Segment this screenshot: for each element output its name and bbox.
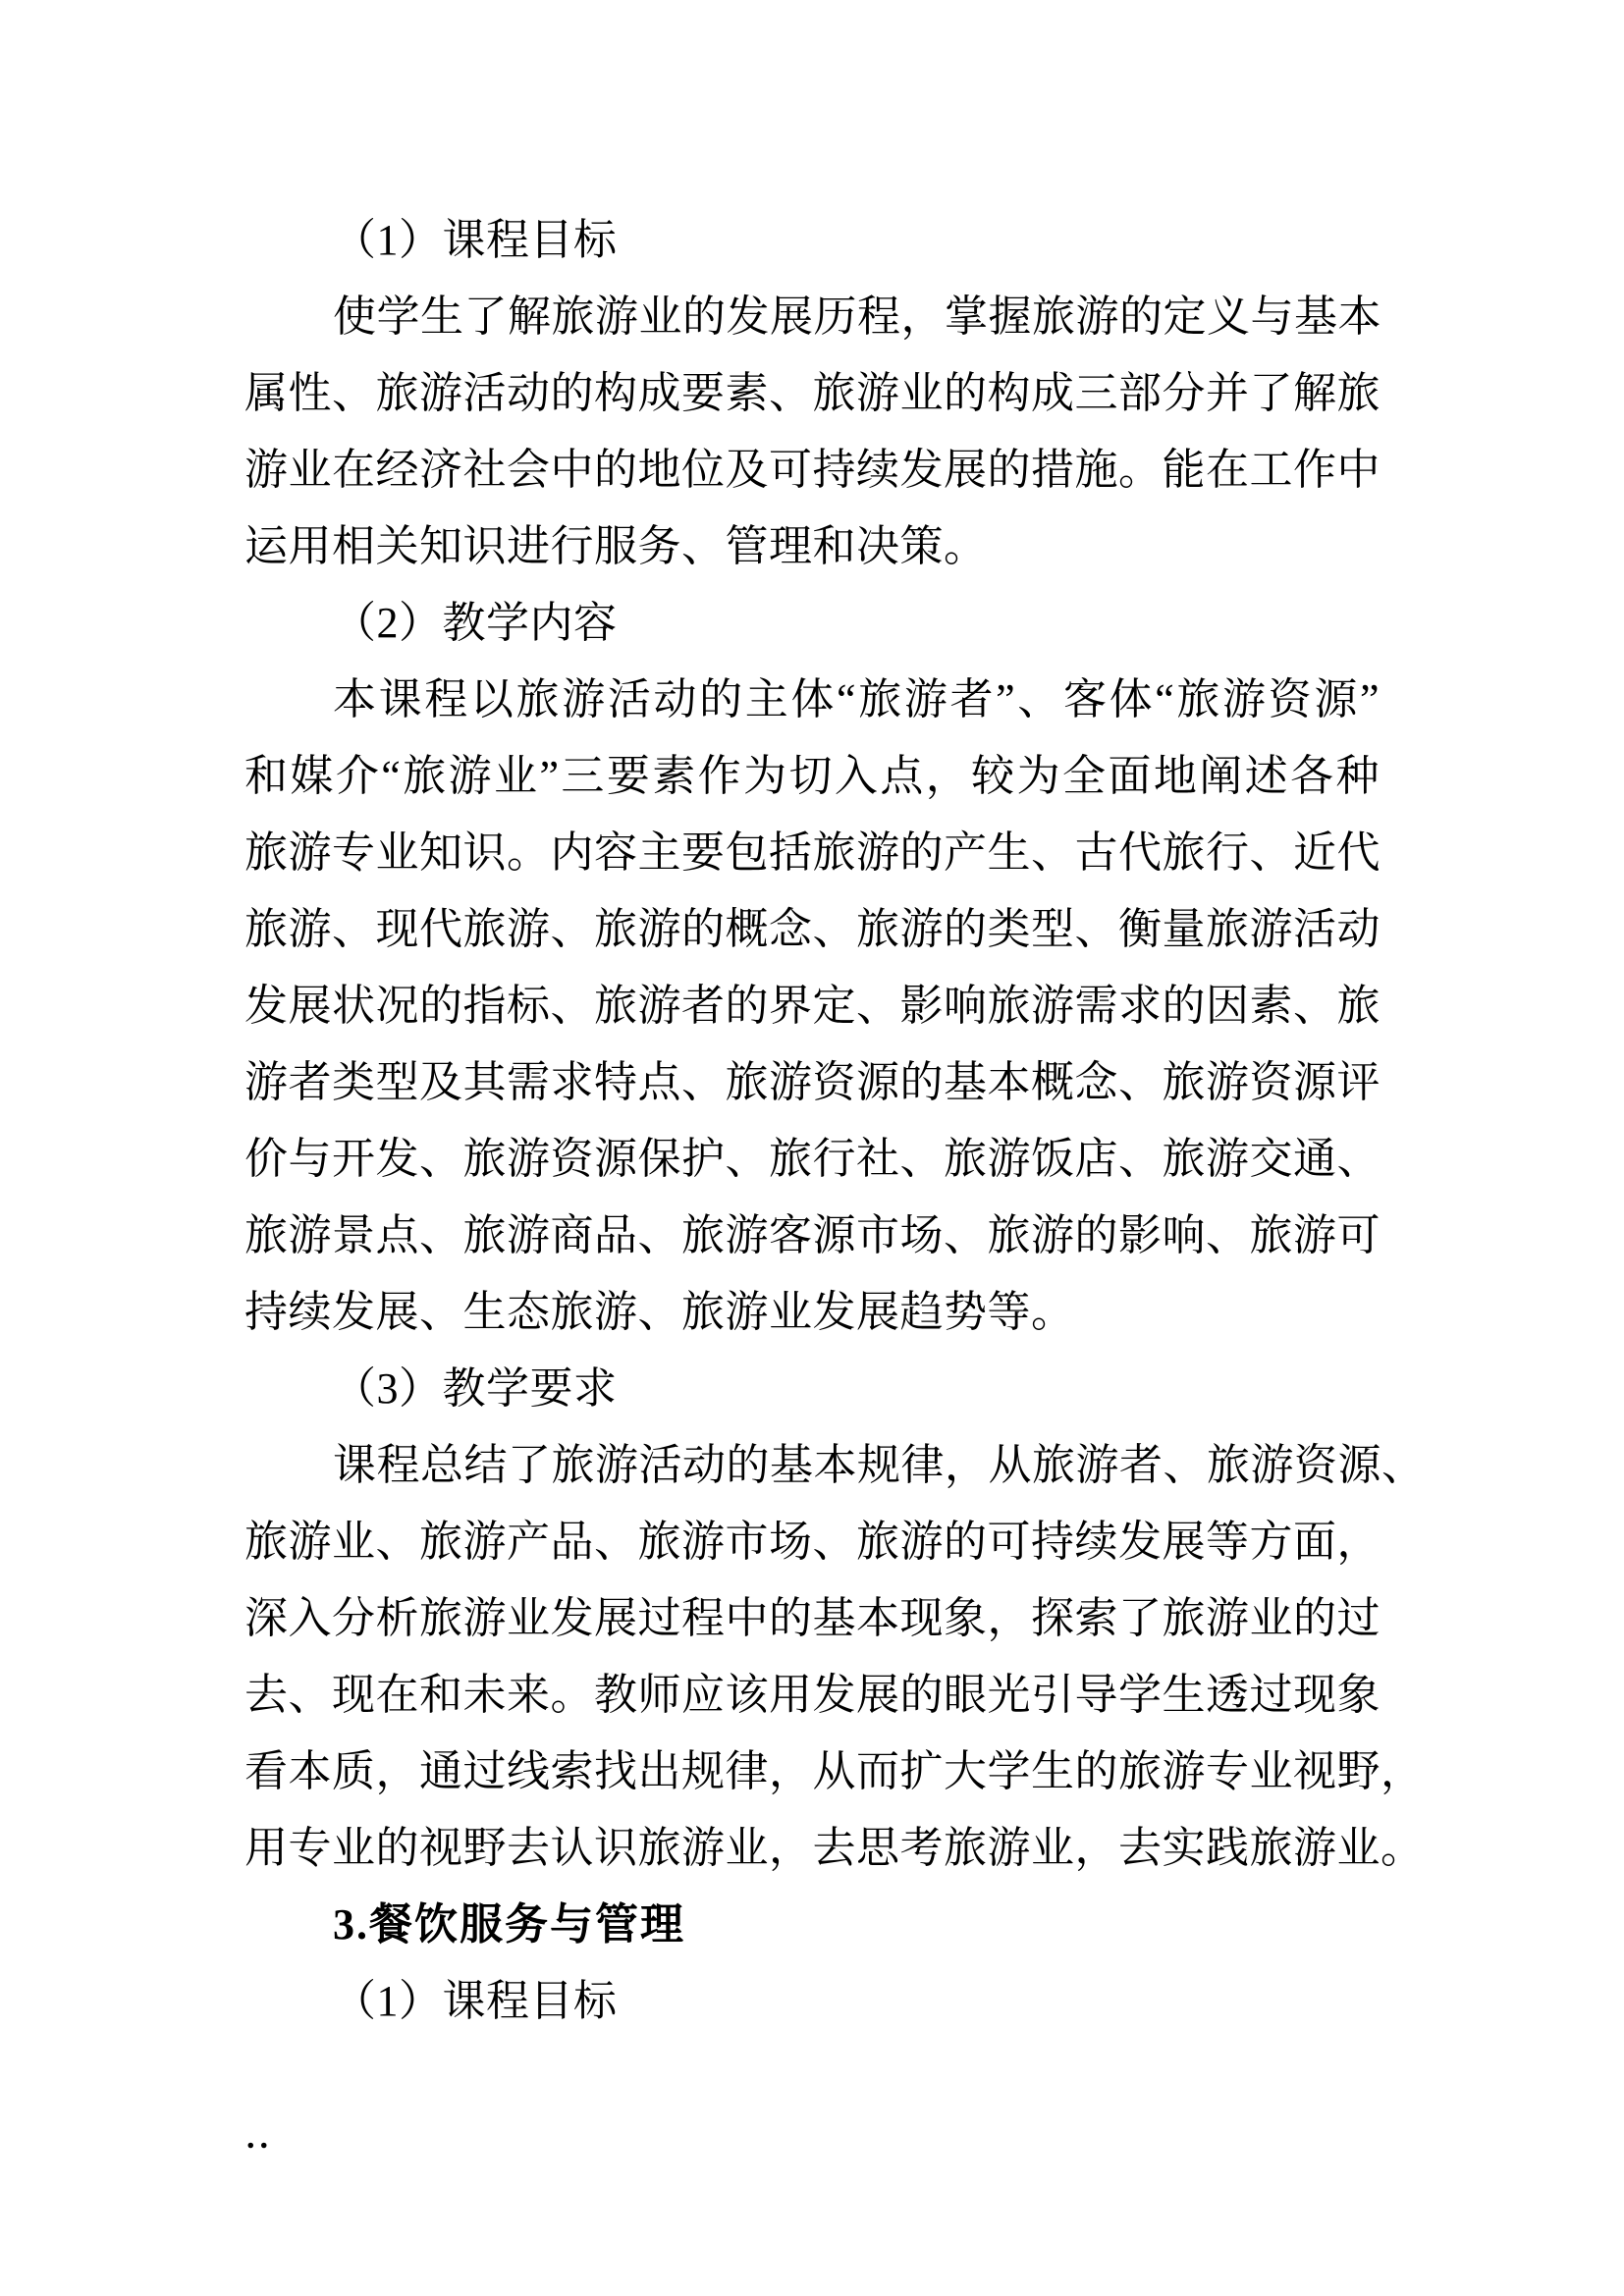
heading-course-objectives-2: （1）课程目标	[333, 1977, 618, 2025]
para-course-objectives-line-4: 运用相关知识进行服务、管理和决策。	[244, 522, 988, 570]
para-teaching-requirements-line-4: 去、现在和未来。教师应该用发展的眼光引导学生透过现象	[244, 1671, 1380, 1719]
para-course-objectives-line-3: 游业在经济社会中的地位及可持续发展的措施。能在工作中	[244, 446, 1380, 494]
heading-catering-service-management: 3.餐饮服务与管理	[333, 1900, 685, 1949]
footnote-mark: ..	[246, 2119, 273, 2156]
para-teaching-requirements-line-2: 旅游业、旅游产品、旅游市场、旅游的可持续发展等方面，	[244, 1518, 1380, 1566]
para-teaching-content-line-5: 发展状况的指标、旅游者的界定、影响旅游需求的因素、旅	[244, 982, 1380, 1030]
para-teaching-content-line-1: 本课程以旅游活动的主体“旅游者”、客体“旅游资源”	[333, 675, 1380, 723]
para-teaching-content-line-2: 和媒介“旅游业”三要素作为切入点，较为全面地阐述各种	[244, 752, 1380, 800]
para-teaching-content-line-3: 旅游专业知识。内容主要包括旅游的产生、古代旅行、近代	[244, 828, 1380, 877]
para-course-objectives-line-2: 属性、旅游活动的构成要素、旅游业的构成三部分并了解旅	[244, 369, 1380, 417]
para-teaching-requirements-line-1: 课程总结了旅游活动的基本规律，从旅游者、旅游资源、	[333, 1441, 1426, 1489]
para-teaching-content-line-7: 价与开发、旅游资源保护、旅行社、旅游饭店、旅游交通、	[244, 1135, 1380, 1183]
para-teaching-requirements-line-6: 用专业的视野去认识旅游业，去思考旅游业，去实践旅游业。	[244, 1824, 1425, 1872]
para-teaching-content-line-8: 旅游景点、旅游商品、旅游客源市场、旅游的影响、旅游可	[244, 1211, 1380, 1259]
para-teaching-content-line-6: 游者类型及其需求特点、旅游资源的基本概念、旅游资源评	[244, 1058, 1380, 1106]
heading-course-objectives-1: （1）课程目标	[333, 216, 618, 264]
heading-teaching-requirements: （3）教学要求	[333, 1364, 618, 1413]
para-teaching-content-line-4: 旅游、现代旅游、旅游的概念、旅游的类型、衡量旅游活动	[244, 905, 1380, 953]
heading-teaching-content: （2）教学内容	[333, 599, 618, 647]
para-course-objectives-line-1: 使学生了解旅游业的发展历程，掌握旅游的定义与基本	[333, 293, 1381, 341]
text-block	[244, 202, 1426, 2040]
para-teaching-requirements-line-5: 看本质，通过线索找出规律，从而扩大学生的旅游专业视野，	[244, 1747, 1425, 1795]
para-teaching-content-line-9: 持续发展、生态旅游、旅游业发展趋势等。	[244, 1288, 1075, 1336]
para-teaching-requirements-line-3: 深入分析旅游业发展过程中的基本现象，探索了旅游业的过	[244, 1594, 1380, 1642]
